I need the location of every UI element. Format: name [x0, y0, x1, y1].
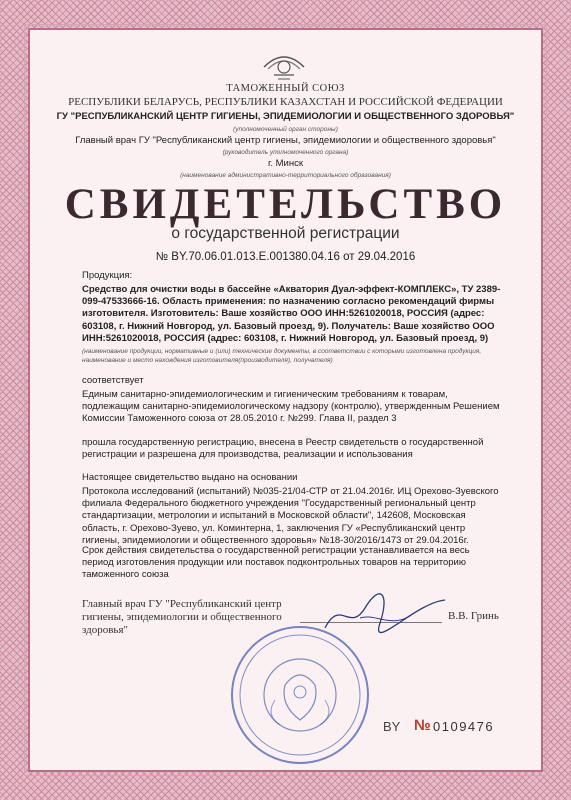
- serial-number-sign: №: [414, 717, 432, 734]
- customs-union-emblem-icon: [260, 45, 308, 83]
- serial-prefix: BY: [383, 719, 401, 734]
- signatory-title: Главный врач ГУ "Республиканский центр гигиены, эпидемиологии и общественного здоровья": [82, 598, 282, 636]
- product-label: Продукция:: [82, 270, 133, 281]
- union-title: ТАМОЖЕННЫЙ СОЮЗ: [226, 83, 345, 94]
- city-note: (наименование административно-территориального образования): [180, 172, 391, 179]
- product-note: (наименование продукции, нормативные и (или) технические документы, в соответствии с которыми изготовлена продукция, наименование и место нахождения изготовителя(производителя), получателя): [82, 348, 482, 364]
- certificate-title: СВИДЕТЕЛЬСТВО: [64, 181, 507, 228]
- validity-text: Срок действия свидетельства о государственной регистрации устанавливается на весь период изготовления продукции или поставок подконтрольных товаров на территорию таможенного союза: [82, 545, 470, 581]
- official-seal-stamp-icon: [225, 620, 375, 770]
- basis-text: Протокола исследований (испытаний) №035-21/04-СТР от 21.04.2016г. ИЦ Орехово-Зуевского филиала Федерального бюджетного учреждения "Государственный региональный центр стандартизации, метрологии и испытаний в Московской области", 142608, Московская область, г. Орехово-Зуево, ул. Коминтерна, 1, заключения ГУ «Республиканский центр гигиены, эпидемиологии и общественного здоровья» №18-30/2016/1473 от 29.04.2016г.: [82, 486, 499, 546]
- authority-name: ГУ "РЕСПУБЛИКАНСКИЙ ЦЕНТР ГИГИЕНЫ, ЭПИДЕМИОЛОГИИ И ОБЩЕСТВЕННОГО ЗДОРОВЬЯ": [56, 111, 515, 122]
- registration-statement: прошла государственную регистрацию, внесена в Реестр свидетельств о государственной регистрации и разрешена для производства, реализации и использования: [82, 437, 484, 461]
- chief-note: (руководитель уполномоченного органа): [222, 149, 349, 156]
- signatory-name: В.В. Гринь: [448, 610, 499, 622]
- product-description: Средство для очистки воды в бассейне «Акватория Дуал-эффект-КОМПЛЕКС», ТУ 2389-099-47533666-16. Область применения: по назначению согласно рекомендаций фирмы изготовителя. Изготовитель: Ваше хозяйство ООО ИНН:5261020018, РОССИЯ (адрес: 603108, г. Нижний Новгород, ул. Базовый проезд, 9). Получатель: Ваше хозяйство ООО ИНН:5261020018, РОССИЯ (адрес: 603108, г. Нижний Новгород, ул. Базовый проезд, 9): [82, 284, 501, 344]
- republics-line: РЕСПУБЛИКИ БЕЛАРУСЬ, РЕСПУБЛИКИ КАЗАХСТАН И РОССИЙСКОЙ ФЕДЕРАЦИИ: [68, 96, 503, 108]
- compliance-label: соответствует: [82, 375, 144, 386]
- serial-number: 0109476: [433, 719, 495, 734]
- authority-note: (уполномоченный орган стороны): [233, 126, 338, 133]
- basis-label: Настоящее свидетельство выдано на основании: [82, 472, 298, 483]
- city-line: г. Минск: [268, 158, 303, 169]
- compliance-text: Единым санитарно-эпидемиологическим и гигиеническим требованиям к товарам, подлежащим санитарно-эпидемиологическому надзору (контролю), утвержденным Решением Комиссии Таможенного союза от 28.05.2010 г. №299. Глава II, раздел 3: [82, 389, 500, 425]
- chief-line: Главный врач ГУ "Республиканский центр гигиены, эпидемиологии и общественного здоровья": [75, 135, 496, 146]
- certificate-subtitle: о государственной регистрации: [171, 225, 400, 242]
- registration-number: № BY.70.06.01.013.E.001380.04.16 от 29.04.2016: [155, 251, 416, 263]
